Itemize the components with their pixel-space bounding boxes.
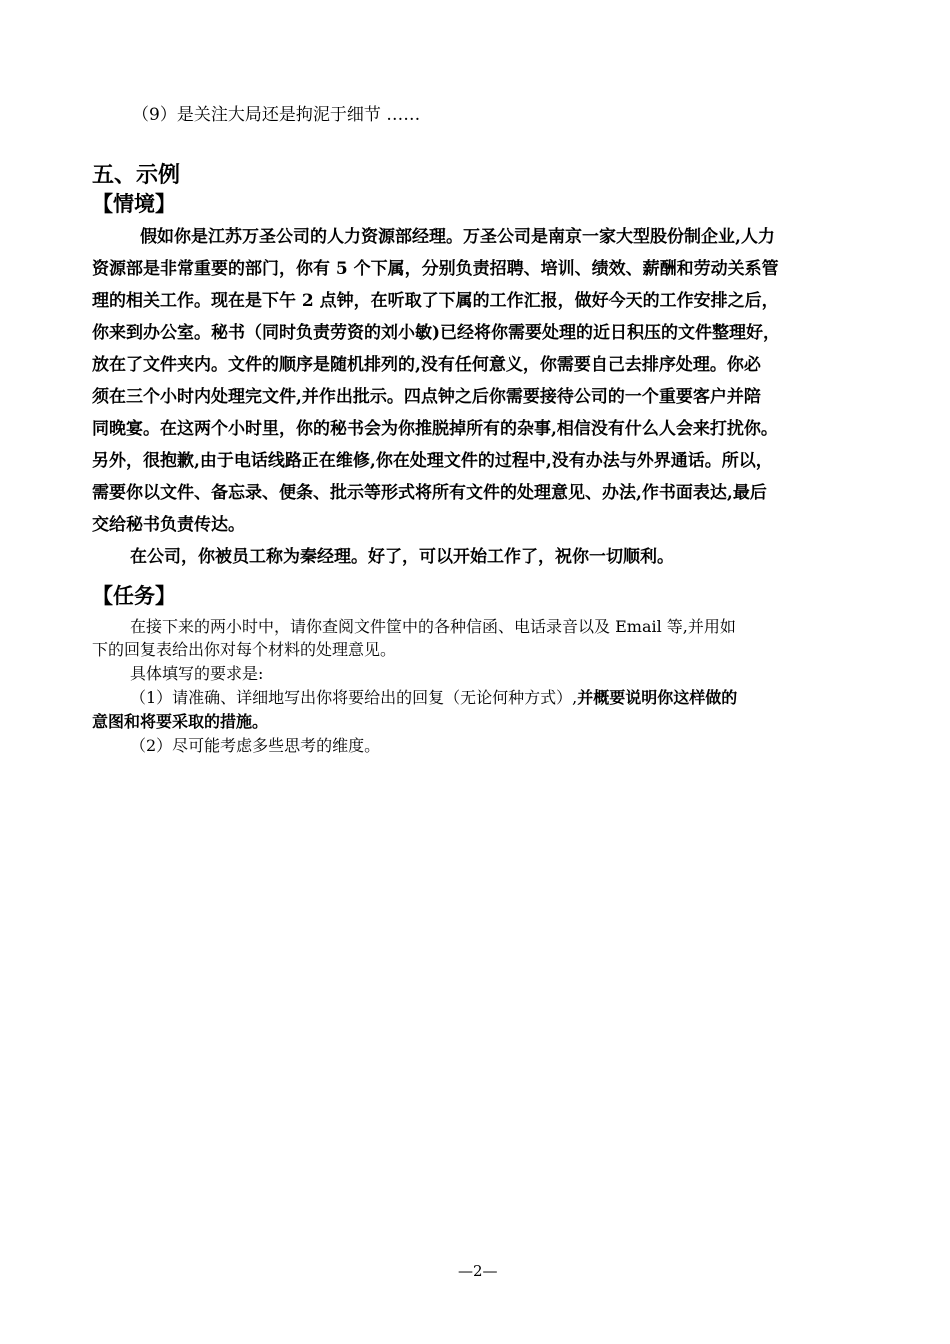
- task-requirement-1-cont: 意图和将要采取的措施。: [92, 712, 269, 731]
- situation-line: 假如你是江苏万圣公司的人力资源部经理。万圣公司是南京一家大型股份制企业,人力: [140, 227, 775, 247]
- task-heading: 【任务】: [92, 584, 176, 608]
- task-requirement-1-normal: （1）请准确、详细地写出你将要给出的回复（无论何种方式）,: [130, 688, 578, 707]
- page-number: —2—: [458, 1262, 498, 1280]
- task-intro: 在接下来的两小时中，请你查阅文件筐中的各种信函、电话录音以及 Email 等,并用如: [130, 617, 736, 636]
- situation-line: 须在三个小时内处理完文件,并作出批示。四点钟之后你需要接待公司的一个重要客户并陪: [92, 387, 761, 407]
- task-requirement-1: [130, 685, 737, 708]
- situation-line: 另外，很抱歉,由于电话线路正在维修,你在处理文件的过程中,没有办法与外界通话。所以，: [92, 451, 773, 471]
- situation-line: 资源部是非常重要的部门，你有 5 个下属，分别负责招聘、培训、绩效、薪酬和劳动关系管: [92, 259, 779, 279]
- situation-line: 理的相关工作。现在是下午 2 点钟，在听取了下属的工作汇报，做好今天的工作安排之后，: [92, 291, 779, 311]
- situation-line: 需要你以文件、备忘录、便条、批示等形式将所有文件的处理意见、办法,作书面表达,最后: [92, 483, 767, 503]
- task-requirements-label: 具体填写的要求是:: [130, 664, 264, 683]
- situation-heading: 【情境】: [92, 192, 176, 216]
- situation-line: 你来到办公室。秘书（同时负责劳资的刘小敏)已经将你需要处理的近日积压的文件整理好，: [92, 323, 781, 343]
- situation-closing: 在公司，你被员工称为秦经理。好了，可以开始工作了，祝你一切顺利。: [130, 547, 674, 567]
- task-requirement-2: （2）尽可能考虑多些思考的维度。: [130, 736, 381, 755]
- task-requirement-1-bold: 并概要说明你这样做的: [577, 688, 738, 707]
- situation-line: 同晚宴。在这两个小时里，你的秘书会为你推脱掉所有的杂事,相信没有什么人会来打扰你。: [92, 419, 778, 439]
- list-item-9: （9）是关注大局还是拘泥于细节 ……: [132, 105, 421, 125]
- situation-line: 交给秘书负责传达。: [92, 515, 245, 535]
- task-intro-cont: 下的回复表给出你对每个材料的处理意见。: [92, 640, 397, 659]
- situation-line: 放在了文件夹内。文件的顺序是随机排列的,没有任何意义，你需要自己去排序处理。你必: [92, 355, 761, 375]
- section-heading: 五、示例: [92, 163, 181, 188]
